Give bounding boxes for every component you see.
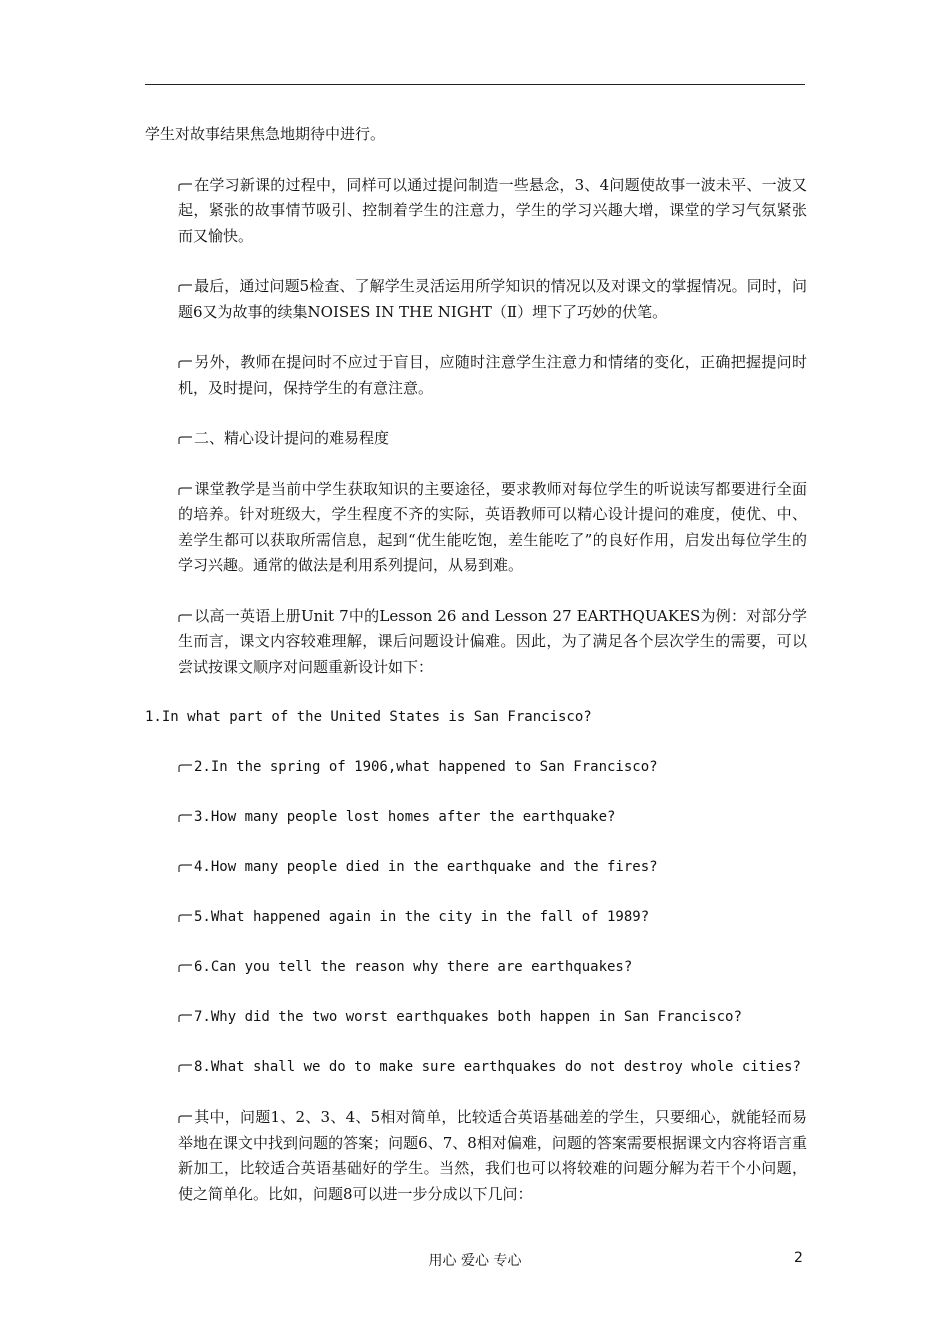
indent-mark-icon: [178, 1115, 193, 1124]
indent-mark-icon: [178, 914, 193, 923]
indent-mark-icon: [178, 764, 193, 773]
header-rule: [145, 84, 805, 85]
question-8: 8.What shall we do to make sure earthquakes do not destroy whole cities?: [145, 1055, 807, 1081]
indent-mark-icon: [178, 284, 193, 293]
paragraph-suspense: 在学习新课的过程中，同样可以通过提问制造一些悬念，3、4问题使故事一波未平、一波又起，紧张的故事情节吸引、控制着学生的注意力，学生的学习兴趣大增，课堂的学习气氛紧张而又愉快。: [178, 175, 807, 245]
paragraph-closing: 其中，问题1、2、3、4、5相对简单，比较适合英语基础差的学生，只要细心，就能轻而易举地在课文中找到问题的答案；问题6、7、8相对偏难，问题的答案需要根据课文内容将语言重新加工，比较适合英语基础好的学生。当然，我们也可以将较难的问题分解为若干个小问题，使之简单化。比如，问题8可以进一步分成以下几问：: [178, 1108, 807, 1203]
question-6: 6.Can you tell the reason why there are earthquakes?: [145, 955, 807, 981]
paragraph-classroom: 课堂教学是当前中学生获取知识的主要途径，要求教师对每位学生的听说读写都要进行全面的培养。针对班级大，学生程度不齐的实际，英语教师可以精心设计提问的难度，使优、中、差学生都可以获取所需信息，起到“优生能吃饱，差生能吃了”的良好作用，启发出每位学生的学习兴趣。通常的做法是利用系列提问，从易到难。: [178, 479, 807, 574]
question-7: 7.Why did the two worst earthquakes both happen in San Francisco?: [145, 1005, 807, 1031]
question-1: 1.In what part of the United States is San Francisco?: [145, 709, 592, 725]
indent-mark-icon: [178, 487, 193, 496]
paragraph-finally: 最后，通过问题5检查、了解学生灵活运用所学知识的情况以及对课文的掌握情况。同时，问题6又为故事的续集NOISES IN THE NIGHT（Ⅱ）埋下了巧妙的伏笔。: [178, 277, 807, 321]
question-2: 2.In the spring of 1906,what happened to San Francisco?: [145, 755, 807, 781]
indent-mark-icon: [178, 864, 193, 873]
question-3: 3.How many people lost homes after the earthquake?: [145, 805, 807, 831]
indent-mark-icon: [178, 360, 193, 369]
indent-mark-icon: [178, 964, 193, 973]
indent-mark-icon: [178, 614, 193, 623]
section-heading: 二、精心设计提问的难易程度: [145, 426, 807, 452]
paragraph-example: 以高一英语上册Unit 7中的Lesson 26 and Lesson 27 EARTHQUAKES为例：对部分学生而言，课文内容较难理解，课后问题设计偏难。因此，为了满足各个层次学生的需要，可以尝试按课文顺序对问题重新设计如下：: [178, 606, 807, 676]
indent-mark-icon: [178, 1064, 193, 1073]
indent-mark-icon: [178, 183, 193, 192]
document-body: [145, 122, 807, 1232]
indent-mark-icon: [178, 1014, 193, 1023]
paragraph-besides: 另外，教师在提问时不应过于盲目，应随时注意学生注意力和情绪的变化，正确把握提问时机，及时提问，保持学生的有意注意。: [178, 353, 807, 397]
paragraph-continuation: 学生对故事结果焦急地期待中进行。: [145, 125, 386, 143]
question-4: 4.How many people died in the earthquake and the fires?: [145, 855, 807, 881]
footer-motto: 用心 爱心 专心: [428, 1253, 522, 1269]
indent-mark-icon: [178, 814, 193, 823]
page-number: 2: [794, 1250, 803, 1266]
indent-mark-icon: [178, 436, 193, 445]
question-5: 5.What happened again in the city in the fall of 1989?: [145, 905, 807, 931]
